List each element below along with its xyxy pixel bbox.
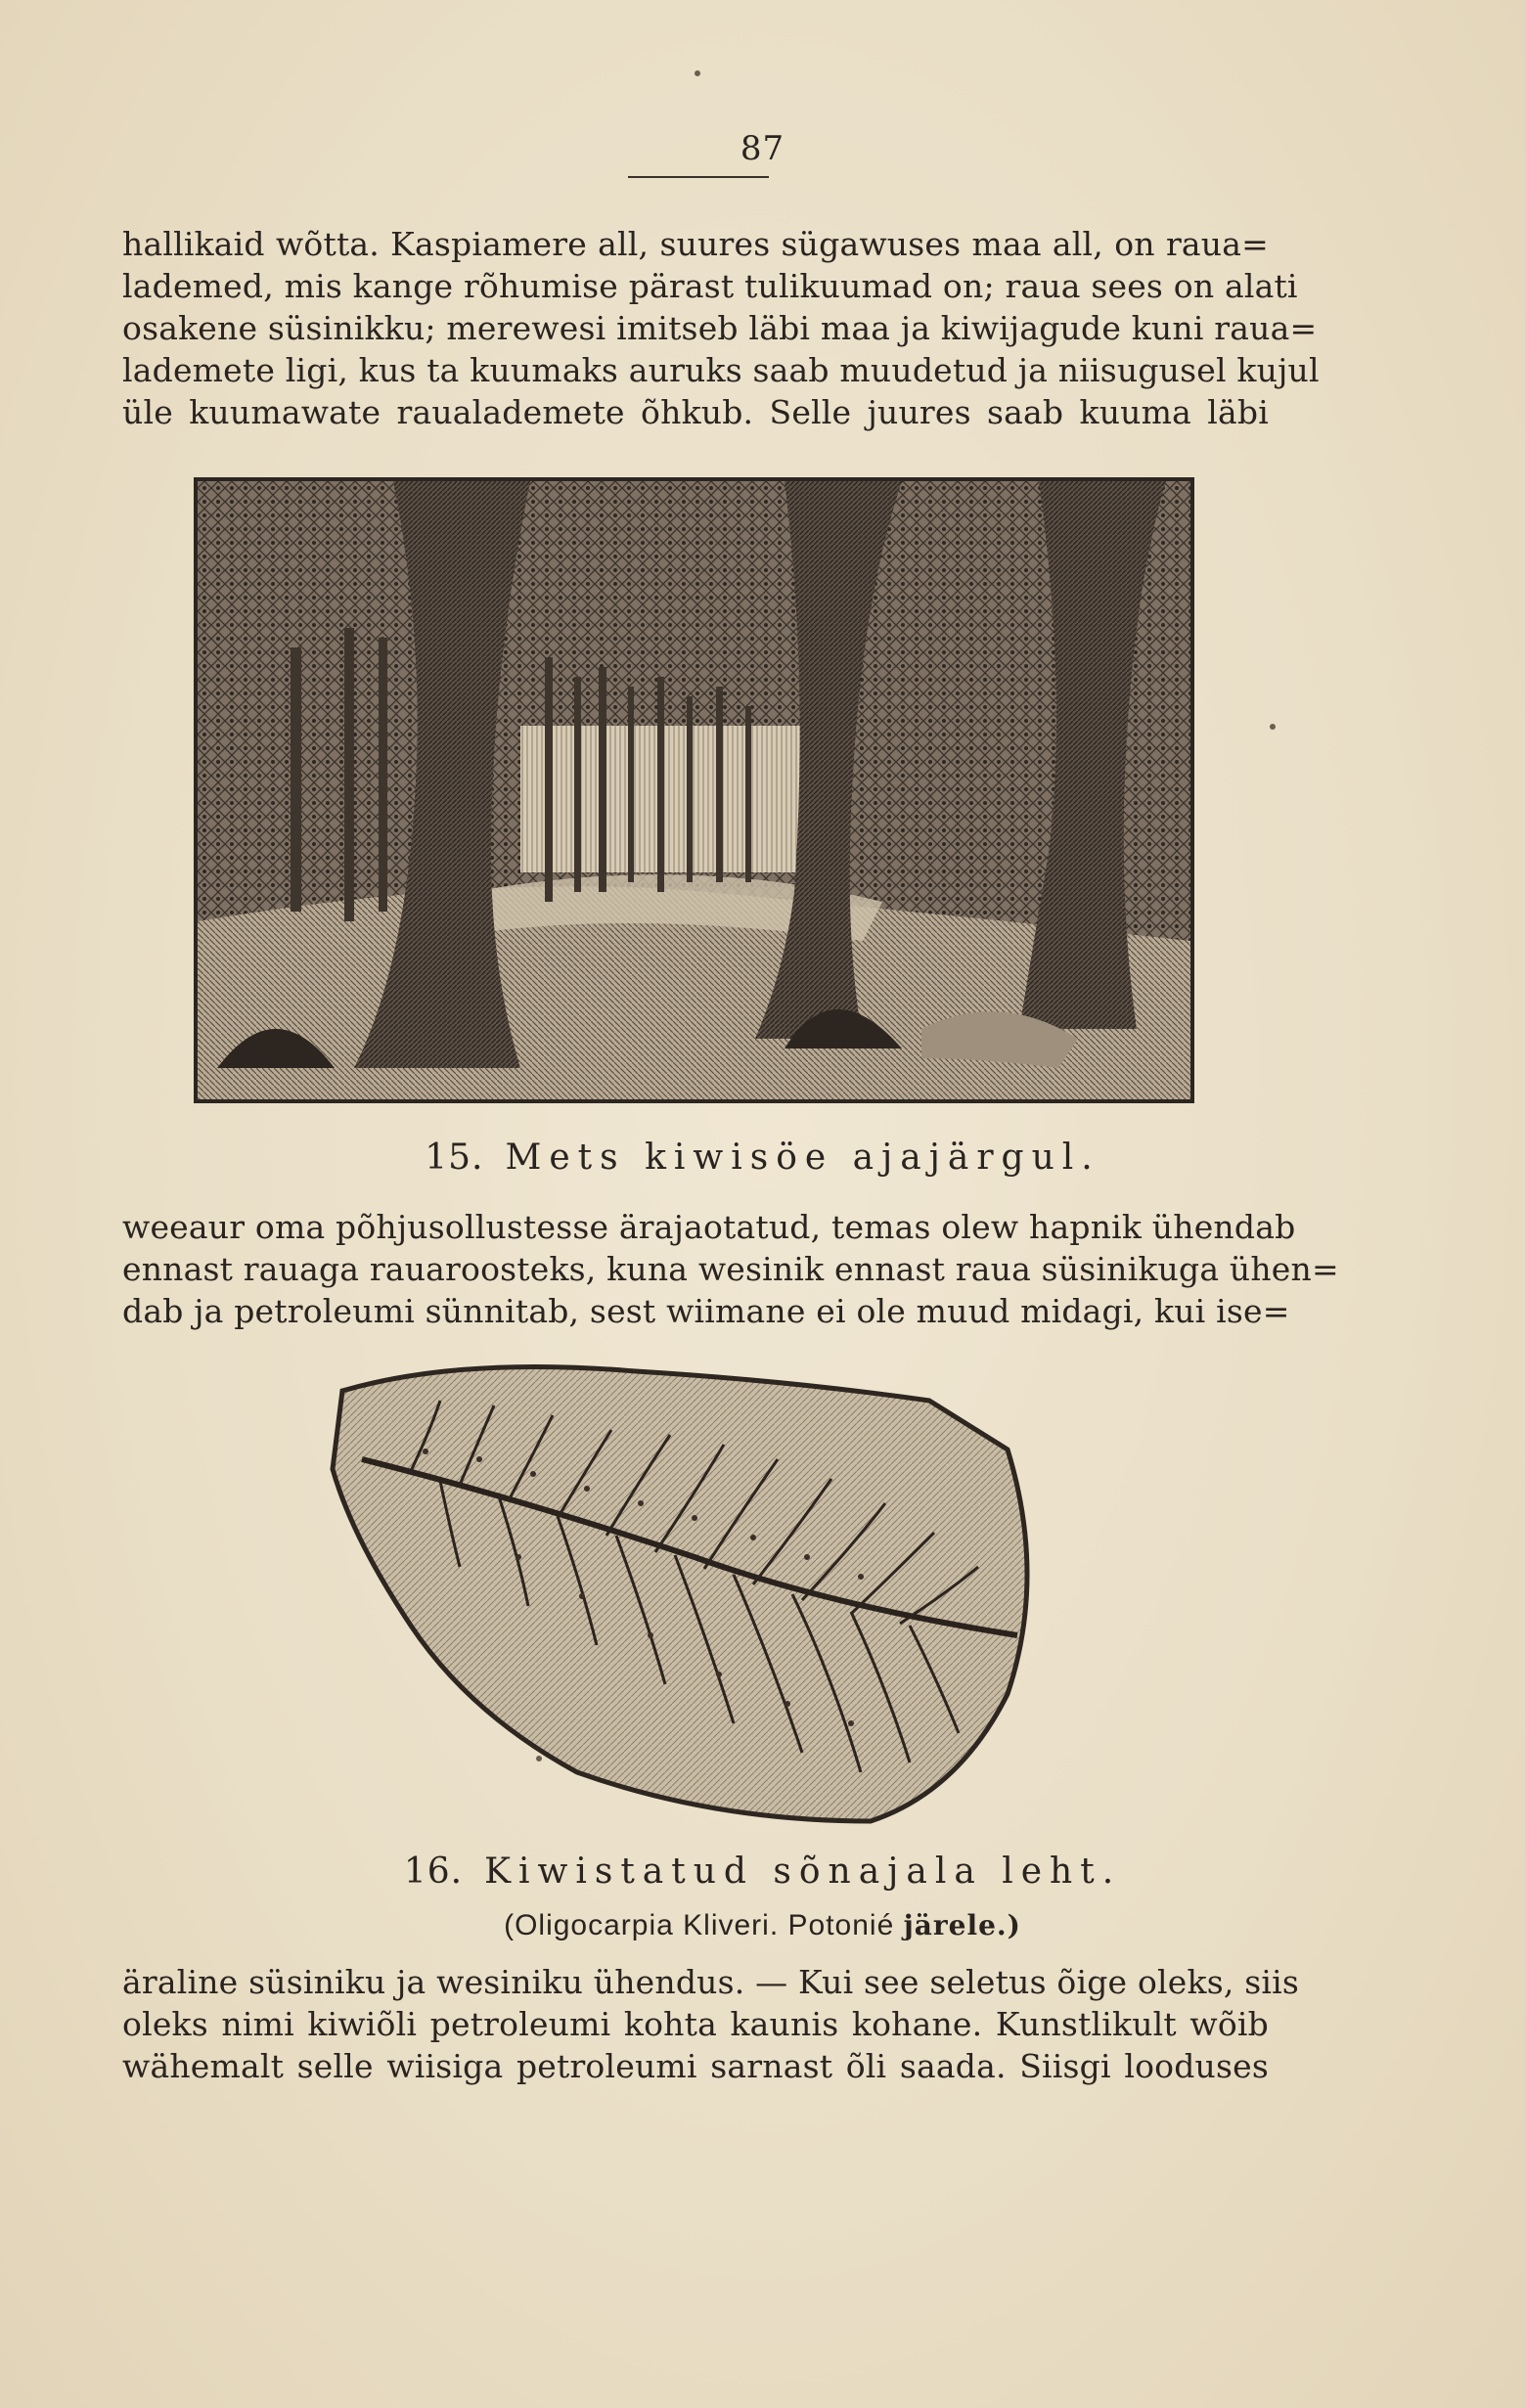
text-line: üle kuumawate raualademete õhkub. Selle juures saab kuuma läbi (122, 393, 1269, 431)
text-line: äraline süsiniku ja wesiniku ühendus. — Kui see seletus õige oleks, siis (122, 1963, 1300, 2001)
page-number: 87 (740, 129, 785, 168)
text-line: ennast rauaga rauaroosteks, kuna wesinik ennast raua süsinikuga ühen= (122, 1250, 1339, 1288)
figure16-subtitle-tail: järele.) (903, 1909, 1021, 1941)
text-line: lademete ligi, kus ta kuumaks auruks saab muudetud ja niisugusel kujul (122, 351, 1320, 389)
figure16-subtitle: (Oligocarpia Kliveri. Potonié (504, 1909, 895, 1941)
text-line: lademed, mis kange rõhumise pärast tulikuumad on; raua sees on alati (122, 267, 1298, 305)
paragraph-middle (122, 1206, 1339, 1332)
text-line: osakene süsinikku; merewesi imitseb läbi maa ja kiwijagude kuni raua= (122, 309, 1318, 347)
text-line: wähemalt selle wiisiga petroleumi sarnast õli saada. Siisgi looduses (122, 2047, 1269, 2085)
paper-speck (1270, 724, 1276, 730)
figure16-number: 16. (403, 1851, 464, 1892)
figure16-subcaption (0, 1909, 1525, 1942)
header-rule (628, 176, 769, 178)
forest-illustration (194, 477, 1194, 1103)
text-line: weeaur oma põhjusollustesse ärajaotatud, temas olew hapnik ühendab (122, 1208, 1296, 1246)
paper-speck (695, 70, 700, 76)
figure16-title: Kiwistatud sõnajala leht. (484, 1851, 1122, 1892)
figure15-title: Mets kiwisöe ajajärgul. (505, 1137, 1100, 1178)
paper-speck (536, 1756, 542, 1761)
paragraph-top (122, 223, 1320, 433)
figure15-number: 15. (425, 1137, 484, 1178)
fossil-fern-illustration (323, 1361, 1047, 1831)
paragraph-bottom (122, 1961, 1300, 2087)
text-line: hallikaid wõtta. Kaspiamere all, suures sügawuses maa all, on raua= (122, 225, 1269, 263)
text-line: oleks nimi kiwiõli petroleumi kohta kaunis kohane. Kunstlikult wõib (122, 2005, 1269, 2043)
forest-engraving-image (198, 481, 1190, 1099)
text-line: dab ja petroleumi sünnitab, sest wiimane ei ole muud midagi, kui ise= (122, 1292, 1290, 1330)
figure15-caption (0, 1137, 1525, 1178)
figure16-caption (0, 1851, 1525, 1892)
fossil-fern-image (323, 1361, 1047, 1831)
